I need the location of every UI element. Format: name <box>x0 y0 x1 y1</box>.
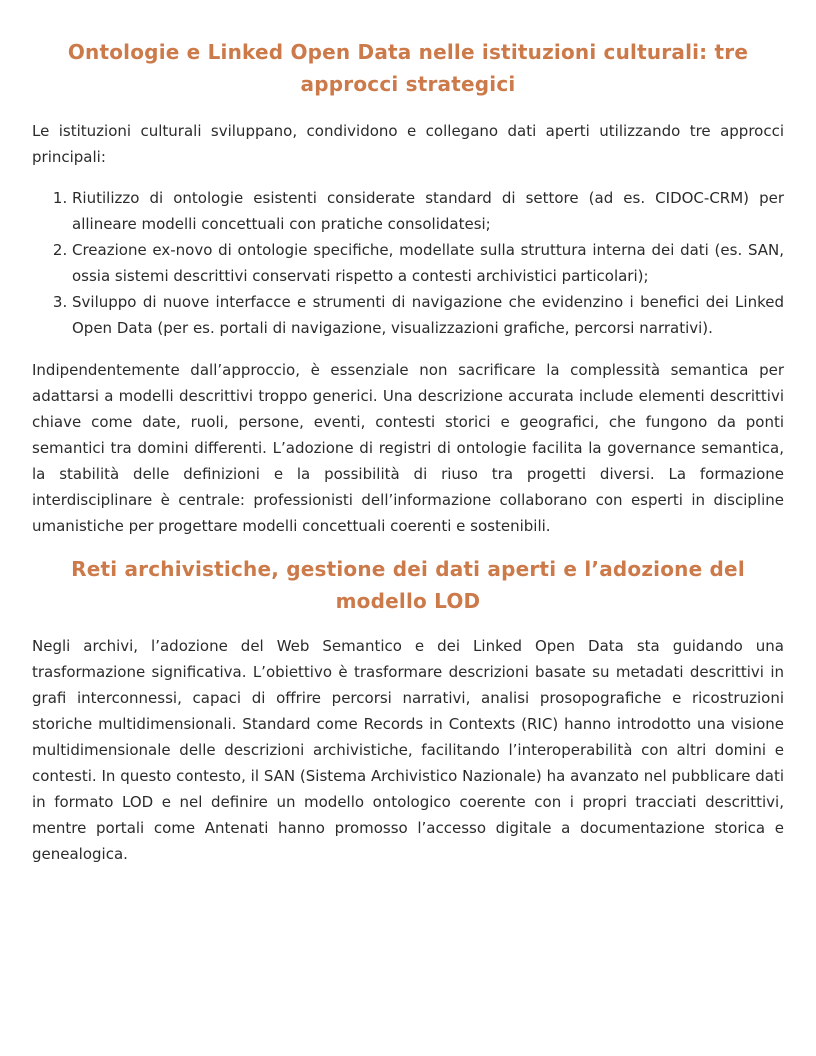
list-item: 1. Riutilizzo di ontologie esistenti considerate standard di settore (ad es. CIDOC-CRM) per allineare modelli concettuali con pratiche consolidatesi; <box>72 185 784 237</box>
section-1-title: Ontologie e Linked Open Data nelle istituzioni culturali: tre approcci strategici <box>67 40 749 96</box>
approaches-list <box>32 185 784 341</box>
section-2-paragraph: Negli archivi, l’adozione del Web Semantico e dei Linked Open Data sta guidando una trasformazione significativa. L’obiettivo è trasformare descrizioni basate su metadati descrittivi in grafi interconnessi, capaci di offrire percorsi narrativi, analisi prosopografiche e ricostruzioni storiche multidimensionali. Standard come Records in Contexts (RIC) hanno introdotto una visione multidimensionale delle descrizioni archivistiche, facilitando l’interoperabilità con altri domini e contesti. In questo contesto, il SAN (Sistema Archivistico Nazionale) ha avanzato nel pubblicare dati in formato LOD e nel definire un modello ontologico coerente con i propri tracciati descrittivi, mentre portali come Antenati hanno promosso l’accesso digitale a documentazione storica e genealogica. <box>32 637 784 863</box>
section-1-paragraph: Indipendentemente dall’approccio, è essenziale non sacrificare la complessità semantica per adattarsi a modelli descrittivi troppo generici. Una descrizione accurata include elementi descrittivi chiave come date, ruoli, persone, eventi, contesti storici e geografici, che fungono da ponti semantici tra domini differenti. L’adozione di registri di ontologie facilita la governance semantica, la stabilità delle definizioni e la possibilità di riuso tra progetti diversi. La formazione interdisciplinare è centrale: professionisti dell’informazione collaborano con esperti in discipline umanistiche per progettare modelli concettuali coerenti e sostenibili. <box>32 361 784 535</box>
section-2-title: Reti archivistiche, gestione dei dati aperti e l’adozione del modello LOD <box>71 557 745 613</box>
section-1-intro: Le istituzioni culturali sviluppano, condividono e collegano dati aperti utilizzando tre approcci principali: <box>32 122 784 166</box>
list-item: 3. Sviluppo di nuove interfacce e strumenti di navigazione che evidenzino i benefici dei Linked Open Data (per es. portali di navigazione, visualizzazioni grafiche, percorsi narrativi). <box>72 289 784 341</box>
list-item: 2. Creazione ex-novo di ontologie specifiche, modellate sulla struttura interna dei dati (es. SAN, ossia sistemi descrittivi conservati rispetto a contesti archivistici particolari); <box>72 237 784 289</box>
